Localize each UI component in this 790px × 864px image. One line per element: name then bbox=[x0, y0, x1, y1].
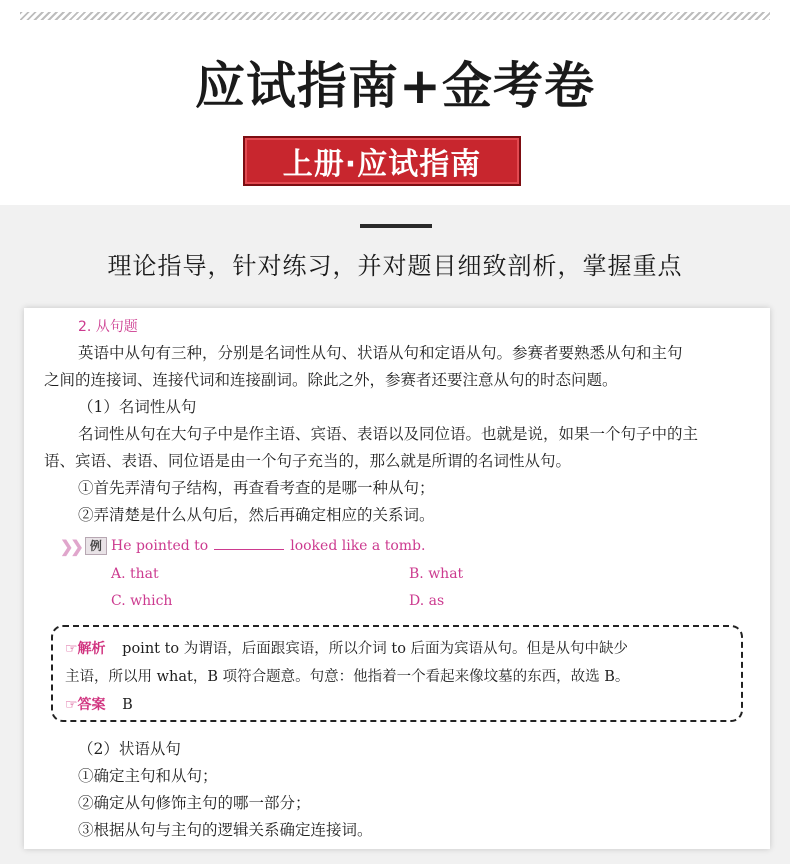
answer-line bbox=[65, 695, 133, 715]
intro-text-line-1: 英语中从句有三种，分别是名词性从句、状语从句和定语从句。参赛者要熟悉从句和主句 bbox=[78, 344, 683, 362]
adverbial-step-1: ①确定主句和从句； bbox=[78, 767, 218, 785]
analysis-box bbox=[51, 625, 743, 722]
step-item-2: ②弄清楚是什么从句后，然后再确定相应的关系词。 bbox=[78, 506, 435, 524]
example-sentence bbox=[111, 536, 425, 556]
analysis-label: ☞解析 bbox=[65, 641, 106, 657]
answer-label: ☞答案 bbox=[65, 697, 106, 713]
option-d: D. as bbox=[409, 593, 445, 609]
subtitle-text: 上册·应试指南 bbox=[282, 147, 482, 182]
answer-value: B bbox=[122, 697, 133, 713]
noun-clause-text-line-1: 名词性从句在大句子中是作主语、宾语、表语以及同位语。也就是说，如果一个句子中的主 bbox=[78, 425, 699, 443]
divider bbox=[360, 224, 432, 228]
subsection-title-adverbial-clause: （2）状语从句 bbox=[78, 740, 181, 758]
option-c: C. which bbox=[111, 593, 173, 609]
option-b: B. what bbox=[409, 566, 464, 582]
adverbial-step-2: ②确定从句修饰主句的哪一部分； bbox=[78, 794, 311, 812]
answer-blank bbox=[214, 549, 284, 550]
book-page bbox=[24, 308, 770, 849]
analysis-text-2: 主语，所以用 what，B 项符合题意。句意：他指着一个看起来像坟墓的东西，故选 B。 bbox=[65, 669, 630, 685]
analysis-text-1: point to 为谓语，后面跟宾语，所以介词 to 后面为宾语从句。但是从句中缺少 bbox=[122, 641, 629, 657]
page-title: 应试指南+金考卷 bbox=[195, 57, 595, 115]
subsection-title-noun-clause: （1）名词性从句 bbox=[78, 398, 197, 416]
step-item-1: ①首先弄清句子结构，再查看考查的是哪一种从句； bbox=[78, 479, 435, 497]
example-sentence-start: He pointed to bbox=[111, 538, 209, 554]
double-chevron-icon: ❯❯ bbox=[60, 536, 81, 556]
subtitle-banner bbox=[243, 136, 521, 186]
adverbial-step-3: ③根据从句与主句的逻辑关系确定连接词。 bbox=[78, 821, 373, 839]
tagline: 理论指导，针对练习，并对题目细致剖析，掌握重点 bbox=[107, 252, 683, 280]
intro-text-line-2: 之间的连接词、连接代词和连接副词。除此之外，参赛者还要注意从句的时态问题。 bbox=[44, 371, 618, 389]
section-title: 2. 从句题 bbox=[78, 319, 138, 335]
example-sentence-end: looked like a tomb. bbox=[290, 538, 426, 554]
decorative-stripe bbox=[20, 12, 770, 20]
example-label: 例 bbox=[85, 537, 107, 555]
option-a: A. that bbox=[111, 566, 159, 582]
analysis-line-1 bbox=[65, 639, 628, 659]
noun-clause-text-line-2: 语、宾语、表语、同位语是由一个句子充当的，那么就是所谓的名词性从句。 bbox=[44, 452, 572, 470]
